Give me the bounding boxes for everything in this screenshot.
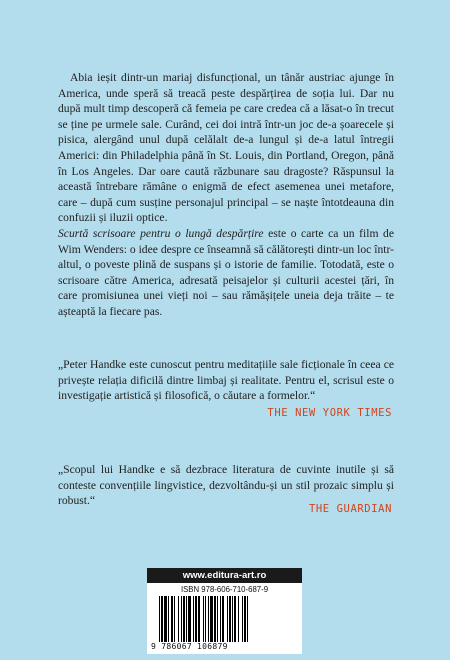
blurb-paragraph-1: Abia ieșit dintr-un mariaj disfuncțional, un tânăr austriac ajunge în America, unde speră să treacă peste despărțirea de soția lui. Dar nu după mult timp descoperă că femeia pe care credea că a lăsat-o în trecut se ține pe urmele sale. Curând, cei doi intră într-un joc de-a șoarecele și pisica, alergând unul după celălalt de-a lungul și de-a latul întregii Americi: din Philadelphia până în St. Louis, din Portland, Oregon, până în Los Angeles. Dar oare caută răzbunare sau dragoste? Răspunsul la această întrebare rămâne o enigmă de efect asemenea unei metafore, care – după cum susține personajul principal – se naște întotdeauna din confuzii și iluzii optice. xyxy=(58,71,394,225)
review-source-guardian: THE GUARDIAN xyxy=(308,503,392,515)
back-cover-blurb xyxy=(58,70,394,320)
review-quote-guardian: „Scopul lui Handke e să dezbrace literatura de cuvinte inutile și să conteste convențiile lingvistice, dezvoltându-și un stil prozaic simplu și robust.“ xyxy=(58,463,394,508)
review-source-nyt: THE NEW YORK TIMES xyxy=(267,407,392,419)
book-title: Scurtă scrisoare pentru o lungă despărțire xyxy=(58,226,264,240)
barcode-digits: 9 786067 106879 xyxy=(151,642,228,651)
blurb-paragraph-2 xyxy=(58,226,394,320)
barcode-image xyxy=(159,596,290,642)
review-quote-nyt: „Peter Handke este cunoscut pentru meditațiile sale ficționale în ceea ce privește relația dificilă dintre limbaj și realitate. Pentru el, scrisul este o investigație artistică și filosofică, o căutare a formelor.“ xyxy=(58,358,394,403)
blurb-paragraph-2-text: este o carte ca un film de Wim Wenders: o idee despre ce înseamnă să călătorești dintr-un loc într-altul, o poveste plină de suspans și o istorie de familie. Totodată, este o scrisoare către America, adresată peisajelor și culturii acestei țări, în care promisiunea unei vieți noi – sau rămășițele uneia deja trăite – te așteaptă la fiecare pas. xyxy=(58,226,394,318)
isbn-barcode-block xyxy=(147,568,302,654)
isbn-number: ISBN 978-606-710-687-9 xyxy=(180,585,269,594)
publisher-url: www.editura-art.ro xyxy=(147,568,302,583)
